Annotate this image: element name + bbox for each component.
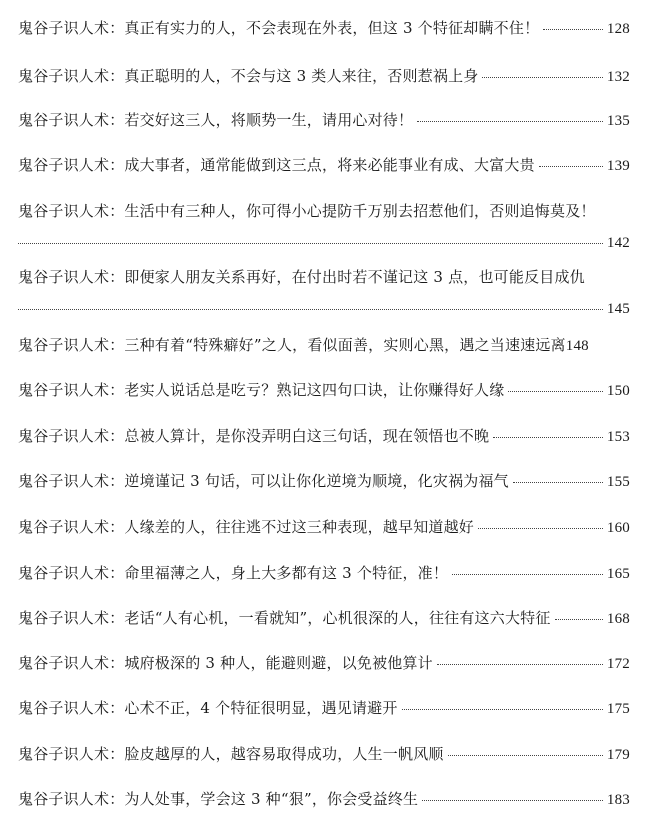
dot-leader (448, 755, 603, 756)
toc-entry-page: 150 (606, 383, 630, 399)
dot-leader (402, 709, 603, 710)
toc-entry-page: 145 (606, 301, 630, 317)
toc-entry[interactable] (18, 380, 630, 401)
toc-entry-title: 鬼谷子识人术：真正有实力的人，不会表现在外表，但这 3 个特征却瞒不住！ (18, 19, 540, 37)
toc-entry[interactable] (18, 653, 630, 674)
toc-entry-title: 鬼谷子识人术：若交好这三人，将顺势一生，请用心对待！ (18, 111, 414, 129)
toc-entry-title: 鬼谷子识人术：生活中有三种人，你可得小心提防千万别去招惹他们，否则追悔莫及！ (18, 202, 596, 220)
toc-entry-page: 139 (606, 158, 630, 174)
toc-entry-title: 鬼谷子识人术：心术不正，4 个特征很明显，遇见请避开 (18, 699, 398, 717)
toc-entry-page: 153 (606, 429, 630, 445)
toc-entry-page: 128 (606, 21, 630, 37)
toc-entry-page: 132 (606, 69, 630, 85)
toc-entry[interactable] (18, 471, 630, 492)
toc-entry-title: 鬼谷子识人术：脸皮越厚的人，越容易取得成功，人生一帆风顺 (18, 745, 444, 763)
toc-entry[interactable] (18, 698, 630, 719)
toc-entry-page: 172 (606, 656, 630, 672)
dot-leader (493, 437, 603, 438)
toc-entry[interactable] (18, 563, 630, 584)
dot-leader (508, 391, 602, 392)
toc-entry[interactable] (18, 517, 630, 538)
dot-leader (543, 29, 603, 30)
toc-entry-title: 鬼谷子识人术：逆境谨记 3 句话，可以让你化逆境为顺境，化灾祸为福气 (18, 472, 509, 490)
dot-leader (478, 528, 603, 529)
toc-entry-title: 鬼谷子识人术：即便家人朋友关系再好，在付出时若不谨记这 3 点，也可能反目成仇 (18, 268, 585, 286)
toc-entry[interactable] (18, 335, 630, 356)
toc-entry[interactable] (18, 110, 630, 131)
dot-leader (18, 309, 603, 310)
toc-entry-title: 鬼谷子识人术：老实人说话总是吃亏？熟记这四句口诀，让你赚得好人缘 (18, 381, 505, 399)
toc-entry-title: 鬼谷子识人术：命里福薄之人，身上大多都有这 3 个特征，准！ (18, 564, 449, 582)
toc-entry-page: 155 (606, 474, 630, 490)
toc-entry-page: 148 (565, 338, 589, 354)
toc-entry-title: 鬼谷子识人术：人缘差的人，往往逃不过这三种表现，越早知道越好 (18, 518, 475, 536)
dot-leader (482, 77, 602, 78)
toc-entry-page: 165 (606, 566, 630, 582)
toc-entry-page: 160 (606, 520, 630, 536)
toc-entry-page: 168 (606, 611, 630, 627)
dot-leader (18, 243, 603, 244)
toc-entry-page: 142 (606, 235, 630, 251)
toc-entry[interactable] (18, 744, 630, 765)
toc-entry-page: 183 (606, 792, 630, 808)
toc-entry-title: 鬼谷子识人术：真正聪明的人，不会与这 3 类人来往，否则惹祸上身 (18, 67, 479, 85)
dot-leader (513, 482, 603, 483)
toc-entry[interactable] (18, 201, 630, 253)
dot-leader (422, 800, 603, 801)
toc-entry-page: 179 (606, 747, 630, 763)
toc-entry-title: 鬼谷子识人术：成大事者，通常能做到这三点，将来必能事业有成、大富大贵 (18, 156, 535, 174)
toc-entry[interactable] (18, 426, 630, 447)
toc-entry[interactable] (18, 267, 630, 319)
toc-entry-title: 鬼谷子识人术：三种有着“特殊癖好”之人，看似面善，实则心黑，遇之当速速远离 (18, 336, 566, 354)
toc-entry-title: 鬼谷子识人术：为人处事，学会这 3 种“狠”，你会受益终生 (18, 790, 419, 808)
dot-leader (452, 574, 603, 575)
toc-entry-title: 鬼谷子识人术：老话“人有心机，一看就知”，心机很深的人，往往有这六大特征 (18, 609, 551, 627)
dot-leader (555, 619, 603, 620)
toc-entry-title: 鬼谷子识人术：总被人算计，是你没弄明白这三句话，现在领悟也不晚 (18, 427, 490, 445)
toc-entry[interactable] (18, 608, 630, 629)
dot-leader (417, 121, 603, 122)
toc-entry[interactable] (18, 789, 630, 810)
dot-leader (539, 166, 603, 167)
toc-entry[interactable] (18, 66, 630, 87)
dot-leader (437, 664, 603, 665)
toc-entry-title: 鬼谷子识人术：城府极深的 3 种人，能避则避，以免被他算计 (18, 654, 433, 672)
toc-entry[interactable] (18, 18, 630, 39)
toc-entry-page: 135 (606, 113, 630, 129)
toc-entry[interactable] (18, 155, 630, 176)
toc-entry-page: 175 (606, 701, 630, 717)
